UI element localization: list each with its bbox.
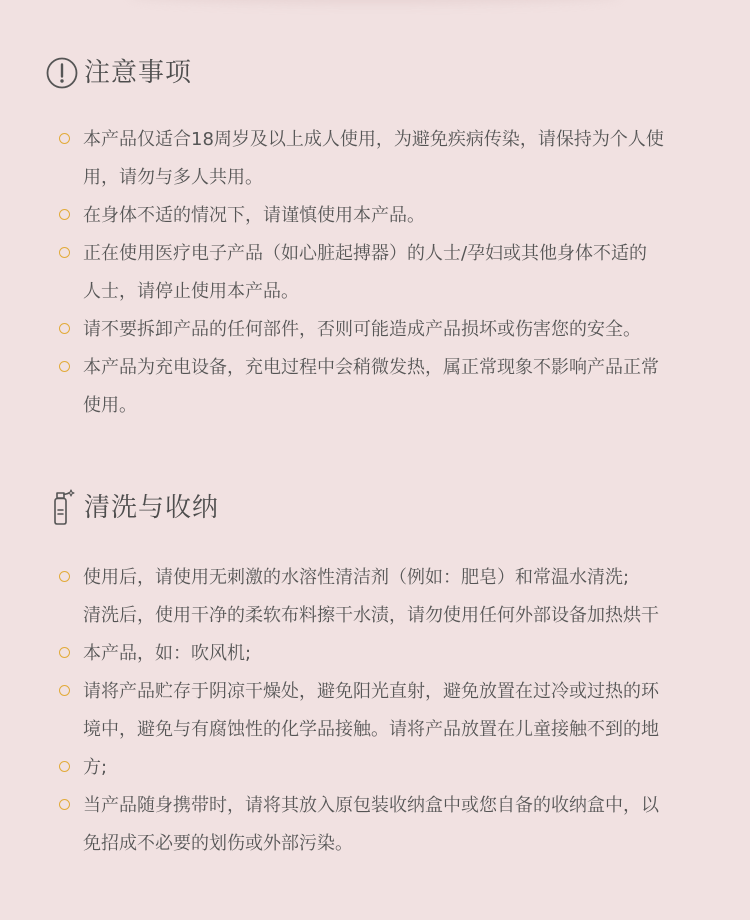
bullet-circle-icon bbox=[59, 685, 70, 696]
list-item bbox=[57, 787, 687, 863]
notice-title: 注意事项 bbox=[84, 58, 193, 88]
notice-section-header bbox=[45, 54, 192, 92]
bullet-circle-icon bbox=[59, 761, 70, 772]
item-line: 当产品随身携带时，请将其放入原包装收纳盒中或您自备的收纳盒中，以 bbox=[83, 795, 659, 816]
bullet-circle-icon bbox=[59, 361, 70, 372]
list-item bbox=[57, 197, 687, 235]
list-item bbox=[57, 635, 687, 673]
list-item bbox=[57, 349, 687, 425]
item-line: 免招成不必要的划伤或外部污染。 bbox=[83, 833, 353, 854]
bullet-circle-icon bbox=[59, 647, 70, 658]
item-line: 方; bbox=[83, 757, 108, 778]
item-line: 清洗后，使用干净的柔软布料擦干水渍，请勿使用任何外部设备加热烘干 bbox=[83, 605, 659, 626]
list-item bbox=[57, 235, 687, 311]
care-section-header bbox=[45, 489, 219, 527]
item-line: 本产品为充电设备，充电过程中会稍微发热，属正常现象不影响产品正常 bbox=[83, 357, 659, 378]
item-line: 使用后，请使用无刺激的水溶性清洁剂（例如：肥皂）和常温水清洗; bbox=[83, 567, 630, 588]
list-item bbox=[57, 559, 687, 635]
item-line: 请将产品贮存于阴凉干燥处，避免阳光直射，避免放置在过冷或过热的环 bbox=[83, 681, 659, 702]
spray-bottle-icon bbox=[45, 489, 79, 527]
care-list bbox=[57, 559, 687, 863]
item-line: 本产品，如：吹风机; bbox=[83, 643, 252, 664]
exclamation-circle-icon bbox=[45, 54, 79, 92]
item-line: 境中，避免与有腐蚀性的化学品接触。请将产品放置在儿童接触不到的地 bbox=[83, 719, 659, 740]
list-item bbox=[57, 121, 687, 197]
item-line: 请不要拆卸产品的任何部件，否则可能造成产品损坏或伤害您的安全。 bbox=[83, 319, 641, 340]
bullet-circle-icon bbox=[59, 133, 70, 144]
item-line: 人士，请停止使用本产品。 bbox=[83, 281, 299, 302]
item-line: 使用。 bbox=[83, 395, 137, 416]
list-item bbox=[57, 311, 687, 349]
item-line: 在身体不适的情况下，请谨慎使用本产品。 bbox=[83, 205, 425, 226]
list-item bbox=[57, 749, 687, 787]
bullet-circle-icon bbox=[59, 209, 70, 220]
bullet-circle-icon bbox=[59, 799, 70, 810]
top-card-shadow bbox=[130, 0, 620, 4]
bullet-circle-icon bbox=[59, 323, 70, 334]
item-line: 本产品仅适合18周岁及以上成人使用，为避免疾病传染，请保持为个人使 bbox=[83, 129, 664, 150]
notice-list bbox=[57, 121, 687, 425]
care-title: 清洗与收纳 bbox=[84, 493, 220, 523]
bullet-circle-icon bbox=[59, 571, 70, 582]
item-line: 用，请勿与多人共用。 bbox=[83, 167, 263, 188]
bullet-circle-icon bbox=[59, 247, 70, 258]
item-line: 正在使用医疗电子产品（如心脏起搏器）的人士/孕妇或其他身体不适的 bbox=[83, 243, 648, 264]
list-item bbox=[57, 673, 687, 749]
